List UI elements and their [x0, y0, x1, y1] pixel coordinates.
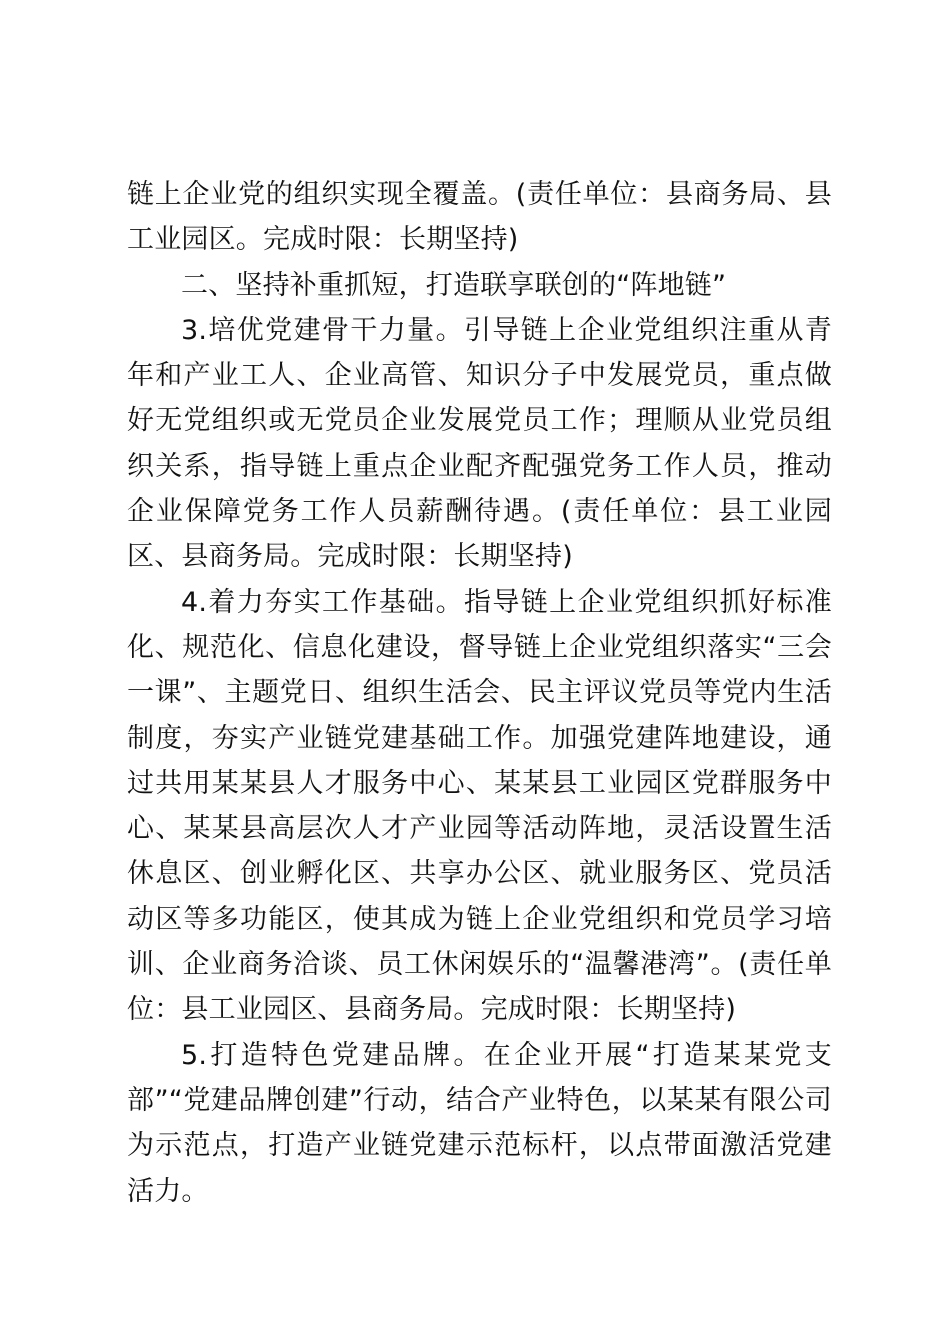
section-heading-2: 二、坚持补重抓短，打造联享联创的“阵地链”: [181, 269, 727, 301]
document-body: [127, 172, 832, 1214]
paragraph-item-4: 4.着力夯实工作基础。指导链上企业党组织抓好标准化、规范化、信息化建设，督导链上企业党组织落实“三会一课”、主题党日、组织生活会、民主评议党员等党内生活制度，夯实产业链党建基础工作。加强党建阵地建设，通过共用某某县人才服务中心、某某县工业园区党群服务中心、某某县高层次人才产业园等活动阵地，灵活设置生活休息区、创业孵化区、共享办公区、就业服务区、党员活动区等多功能区，使其成为链上企业党组织和党员学习培训、企业商务洽谈、员工休闲娱乐的“温馨港湾”。(责任单位：县工业园区、县商务局。完成时限：长期坚持): [127, 586, 832, 1026]
paragraph-continuation: 链上企业党的组织实现全覆盖。(责任单位：县商务局、县工业园区。完成时限：长期坚持): [127, 179, 832, 256]
paragraph-item-3: 3.培优党建骨干力量。引导链上企业党组织注重从青年和产业工人、企业高管、知识分子中发展党员，重点做好无党组织或无党员企业发展党员工作；理顺从业党员组织关系，指导链上重点企业配齐配强党务工作人员，推动企业保障党务工作人员薪酬待遇。(责任单位：县工业园区、县商务局。完成时限：长期坚持): [127, 314, 832, 573]
paragraph-item-5: 5.打造特色党建品牌。在企业开展“打造某某党支部”“党建品牌创建”行动，结合产业特色，以某某有限公司为示范点，打造产业链党建示范标杆，以点带面激活党建活力。: [127, 1039, 832, 1207]
